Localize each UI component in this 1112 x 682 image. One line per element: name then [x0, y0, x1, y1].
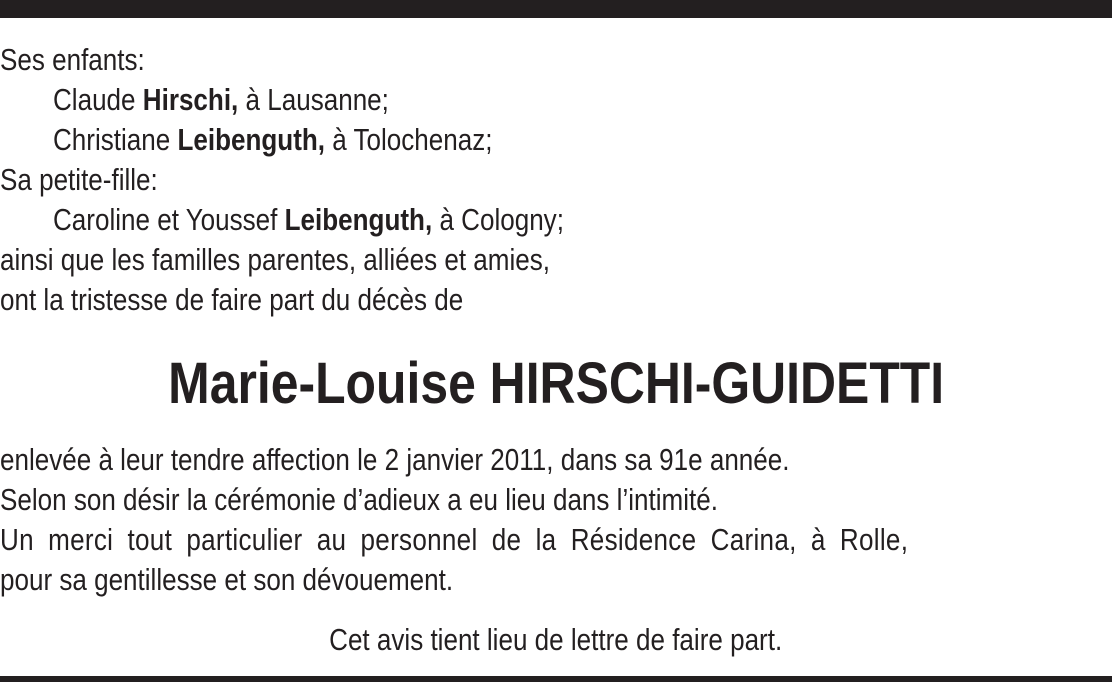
top-rule — [0, 0, 1112, 18]
body-line-ceremony: Selon son désir la cérémonie d’adieux a eu lieu dans l’intimité. — [0, 482, 718, 517]
body-line-date: enlevée à leur tendre affection le 2 janvier 2011, dans sa 91e année. — [0, 442, 790, 477]
children-heading: Ses enfants: — [0, 42, 145, 77]
child-last-name: Hirschi, — [142, 82, 239, 117]
deceased-name-text: Marie-Louise HIRSCHI-GUIDETTI — [168, 351, 944, 416]
grandchild-last-name: Leibenguth, — [284, 202, 433, 237]
grandchild-place: à Cologny; — [439, 202, 564, 237]
child-last-name: Leibenguth, — [177, 122, 326, 157]
closing-notice — [0, 620, 1112, 660]
closing-notice-text: Cet avis tient lieu de lettre de faire part. — [329, 622, 783, 657]
grandchild-entry — [53, 200, 564, 240]
child-place: à Tolochenaz; — [332, 122, 493, 157]
child-first-name: Claude — [53, 82, 136, 117]
families-line: ainsi que les familles parentes, alliées et amies, — [0, 242, 551, 277]
grandchild-first-names: Caroline et Youssef — [53, 202, 278, 237]
bottom-rule — [0, 676, 1112, 682]
body-line-thanks: Un merci tout particulier au personnel de la Résidence Carina, à Rolle, — [0, 522, 909, 557]
grandchild-heading: Sa petite-fille: — [0, 162, 158, 197]
deceased-name — [0, 348, 1112, 420]
child-first-name: Christiane — [53, 122, 171, 157]
announcement-line: ont la tristesse de faire part du décès de — [0, 282, 464, 317]
child-entry-christiane — [53, 120, 493, 160]
body-line-devotion: pour sa gentillesse et son dévouement. — [0, 562, 454, 597]
child-entry-claude — [53, 80, 389, 120]
child-place: à Lausanne; — [245, 82, 389, 117]
